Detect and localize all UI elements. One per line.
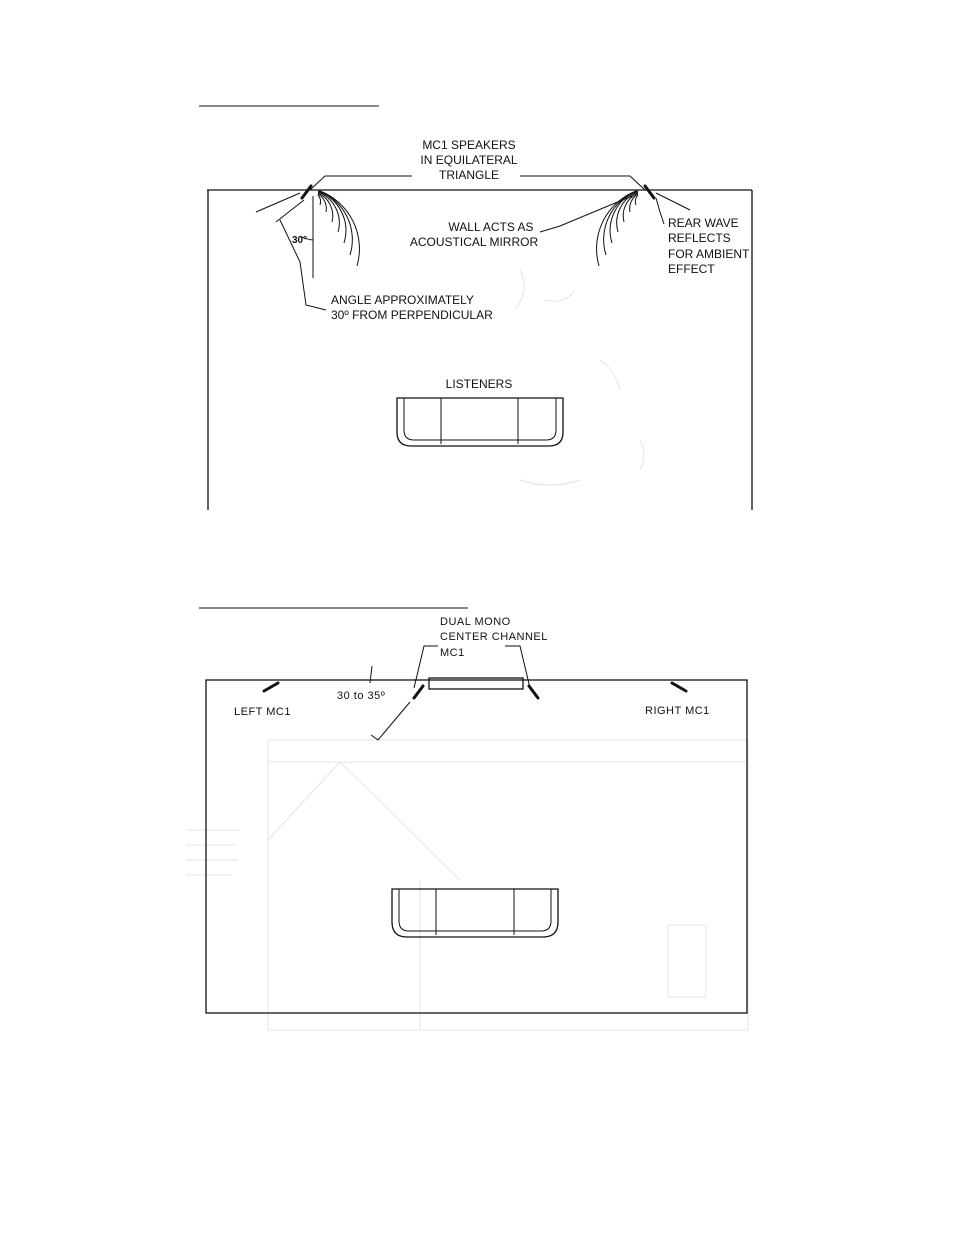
label-effect: EFFECT — [668, 262, 715, 276]
label-mc1-speakers: MC1 SPEAKERS — [422, 138, 516, 152]
label-in-equilateral: IN EQUILATERAL — [420, 153, 518, 167]
label-center-channel: CENTER CHANNEL — [440, 631, 548, 643]
ghost-artifacts-1 — [515, 270, 644, 485]
diagram-center-channel-placement — [186, 608, 748, 1030]
left-rear-wave-line — [256, 193, 300, 212]
label-left-mc1: LEFT MC1 — [234, 706, 291, 718]
right-rear-wave-line — [656, 193, 690, 210]
label-acoustical-mirror: ACOUSTICAL MIRROR — [409, 235, 539, 249]
left-speaker-2 — [264, 683, 278, 691]
label-for-ambient: FOR AMBIENT — [668, 247, 750, 261]
leader-lines-2 — [370, 646, 530, 740]
listener-couch-1 — [397, 398, 563, 446]
label-triangle: TRIANGLE — [438, 168, 500, 182]
room-outline-2 — [206, 680, 747, 1013]
left-speaker-1 — [302, 186, 311, 198]
right-speaker-2 — [672, 683, 686, 691]
label-right-mc1: RIGHT MC1 — [645, 705, 710, 717]
left-sound-waves — [318, 191, 359, 266]
listener-couch-2 — [392, 889, 558, 937]
angle-construction-1 — [276, 196, 326, 310]
label-angle-approximately: ANGLE APPROXIMATELY — [331, 293, 474, 307]
label-wall-acts-as: WALL ACTS AS — [448, 220, 534, 234]
diagram-stereo-placement — [199, 106, 752, 510]
label-rear-wave: REAR WAVE — [668, 216, 739, 230]
label-from-perpendicular: 30º FROM PERPENDICULAR — [331, 308, 493, 322]
label-30-degree-mark: 30° — [292, 235, 308, 246]
label-center-mc1: MC1 — [440, 647, 465, 659]
label-30-to-35-degrees: 30 to 35º — [337, 690, 386, 702]
label-listeners: LISTENERS — [445, 377, 513, 391]
center-left-speaker — [414, 686, 423, 698]
right-speaker-1 — [645, 186, 654, 198]
label-dual-mono: DUAL MONO — [440, 616, 511, 628]
label-reflects: REFLECTS — [668, 231, 731, 245]
ghost-artifacts-2 — [186, 740, 748, 1030]
